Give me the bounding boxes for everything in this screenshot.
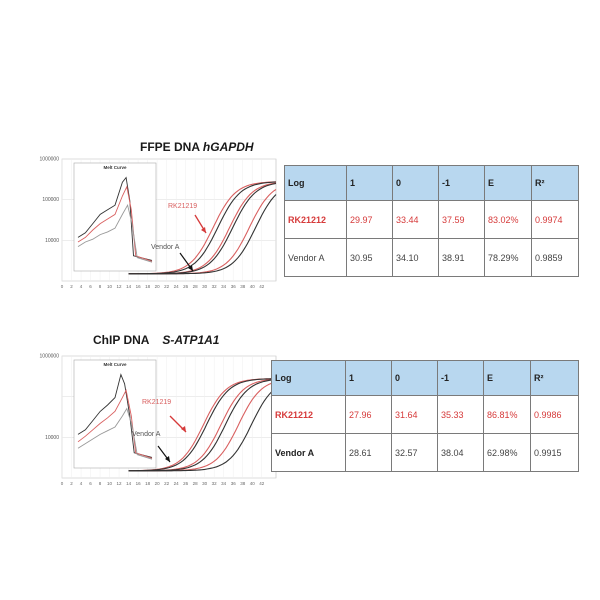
- table-row: [285, 239, 579, 277]
- y-tick-label: 1000000: [39, 156, 59, 163]
- x-tick-label: 10: [107, 481, 113, 486]
- table-cell: 86.81%: [484, 396, 531, 434]
- x-tick-label: 12: [116, 284, 122, 289]
- x-tick-label: 14: [126, 284, 132, 289]
- table-cell: 0.9986: [531, 396, 579, 434]
- x-tick-label: 36: [230, 481, 236, 486]
- header-e: E: [484, 361, 531, 396]
- x-tick-label: 20: [154, 481, 160, 486]
- x-tick-label: 8: [98, 284, 102, 289]
- x-tick-label: 16: [135, 481, 141, 486]
- row-label: Vendor A: [272, 434, 346, 472]
- table-cell: 27.96: [346, 396, 392, 434]
- header-0: 0: [393, 166, 439, 201]
- header-0: 0: [392, 361, 438, 396]
- x-tick-label: 10: [107, 284, 113, 289]
- annotation-rk21219: RK21219: [142, 399, 172, 406]
- table-cell: 37.59: [439, 201, 485, 239]
- x-tick-label: 42: [259, 481, 265, 486]
- header-minus-1: -1: [439, 166, 485, 201]
- header-r2: R²: [532, 166, 579, 201]
- x-tick-label: 34: [221, 284, 227, 289]
- x-tick-label: 32: [211, 284, 217, 289]
- x-tick-label: 14: [126, 481, 132, 486]
- table-row: [285, 201, 579, 239]
- x-tick-label: 24: [173, 284, 179, 289]
- y-tick-label: 1000000: [39, 353, 59, 360]
- x-tick-label: 8: [98, 481, 102, 486]
- panel-1-title-gene: hGAPDH: [202, 140, 254, 154]
- table-cell: 35.33: [438, 396, 484, 434]
- annotation-vendor-a: Vendor A: [151, 244, 180, 251]
- table-cell: 31.64: [392, 396, 438, 434]
- y-tick-label: 10000: [45, 237, 59, 244]
- panel-2-chart-svg: [30, 350, 280, 490]
- x-tick-label: 28: [192, 481, 198, 486]
- table-cell: 33.44: [393, 201, 439, 239]
- table-cell: 83.02%: [485, 201, 532, 239]
- panel-2-amplification-chart: [30, 350, 280, 490]
- header-log: Log: [285, 166, 347, 201]
- x-tick-label: 40: [249, 284, 255, 289]
- y-tick-label: 100000: [42, 197, 59, 204]
- x-tick-label: 24: [173, 481, 179, 486]
- row-label: RK21212: [272, 396, 346, 434]
- x-tick-label: 18: [145, 284, 151, 289]
- x-tick-label: 0: [60, 284, 64, 289]
- panel-1-amplification-chart: [30, 153, 280, 293]
- row-label: Vendor A: [285, 239, 347, 277]
- x-tick-label: 6: [89, 481, 92, 486]
- table-cell: 0.9859: [532, 239, 579, 277]
- header-1: 1: [346, 361, 392, 396]
- panel-1-chart-svg: [30, 153, 280, 293]
- inset-title: Melt Curve: [103, 165, 127, 170]
- x-tick-label: 38: [240, 481, 246, 486]
- header-minus-1: -1: [438, 361, 484, 396]
- table-row: [272, 396, 579, 434]
- x-tick-label: 30: [202, 284, 208, 289]
- x-tick-label: 22: [164, 284, 170, 289]
- table-cell: 30.95: [347, 239, 393, 277]
- panel-2-title-prefix: ChIP DNA: [93, 333, 150, 347]
- panel-2-title: [93, 333, 219, 347]
- table-cell: 0.9974: [532, 201, 579, 239]
- x-tick-label: 2: [70, 284, 73, 289]
- x-tick-label: 4: [79, 481, 83, 486]
- table-cell: 28.61: [346, 434, 392, 472]
- x-tick-label: 42: [259, 284, 265, 289]
- table-cell: 38.91: [439, 239, 485, 277]
- panel-2-title-gene: S-ATP1A1: [162, 333, 220, 347]
- y-tick-label: 10000: [45, 434, 59, 441]
- table-cell: 32.57: [392, 434, 438, 472]
- table-cell: 34.10: [393, 239, 439, 277]
- inset-melt-curve: [74, 360, 156, 468]
- x-tick-label: 22: [164, 481, 170, 486]
- x-tick-label: 26: [183, 284, 189, 289]
- table-cell: 62.98%: [484, 434, 531, 472]
- x-tick-label: 26: [183, 481, 189, 486]
- x-tick-label: 28: [192, 284, 198, 289]
- row-label: RK21212: [285, 201, 347, 239]
- annotation-rk21219: RK21219: [168, 203, 198, 210]
- table-cell: 29.97: [347, 201, 393, 239]
- inset-title: Melt Curve: [103, 362, 127, 367]
- table-header-row: [272, 361, 579, 396]
- x-tick-label: 34: [221, 481, 227, 486]
- x-tick-label: 2: [70, 481, 73, 486]
- x-tick-label: 20: [154, 284, 160, 289]
- header-1: 1: [347, 166, 393, 201]
- x-tick-label: 32: [211, 481, 217, 486]
- inset-melt-curve: [74, 163, 156, 271]
- x-tick-label: 6: [89, 284, 92, 289]
- panel-1-title-prefix: FFPE DNA: [140, 140, 200, 154]
- table-row: [272, 434, 579, 472]
- x-tick-label: 36: [230, 284, 236, 289]
- panel-1-title: [140, 140, 254, 154]
- table-cell: 78.29%: [485, 239, 532, 277]
- header-e: E: [485, 166, 532, 201]
- x-tick-label: 38: [240, 284, 246, 289]
- header-r2: R²: [531, 361, 579, 396]
- x-tick-label: 12: [116, 481, 122, 486]
- header-log: Log: [272, 361, 346, 396]
- x-tick-label: 30: [202, 481, 208, 486]
- panel-1-data-table: [284, 165, 579, 277]
- annotation-vendor-a: Vendor A: [132, 431, 161, 438]
- x-tick-label: 18: [145, 481, 151, 486]
- x-tick-label: 4: [79, 284, 83, 289]
- x-tick-label: 0: [60, 481, 64, 486]
- table-cell: 38.04: [438, 434, 484, 472]
- table-cell: 0.9915: [531, 434, 579, 472]
- x-tick-label: 40: [249, 481, 255, 486]
- table-header-row: [285, 166, 579, 201]
- panel-2-data-table: [271, 360, 579, 472]
- x-tick-label: 16: [135, 284, 141, 289]
